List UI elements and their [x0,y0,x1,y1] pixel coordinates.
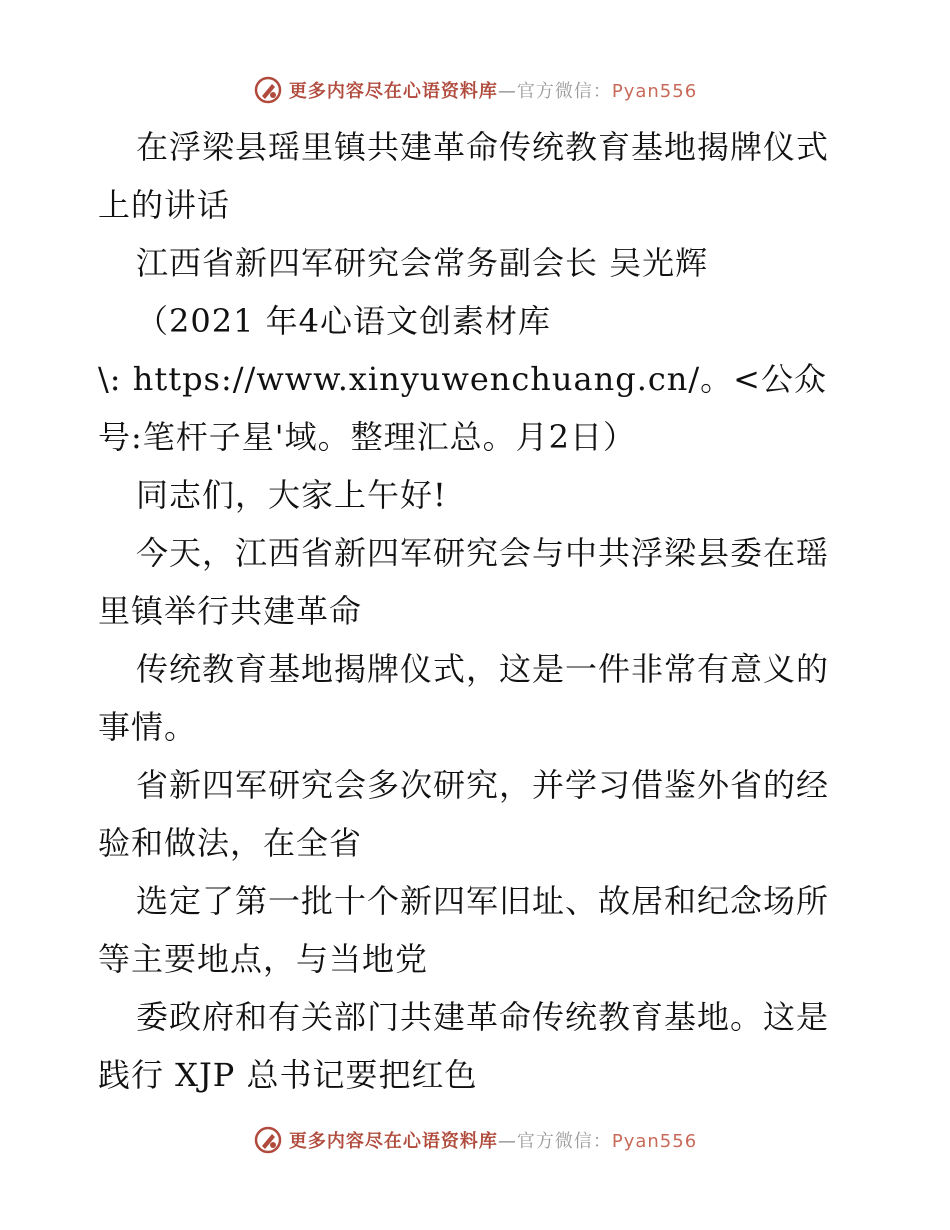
date-line: （2021 年4心语文创素材库 [136,302,551,340]
document-body [98,118,858,1104]
greeting-paragraph: 同志们，大家上午好! [136,476,447,514]
body-paragraph: 传统教育基地揭牌仪式，这是一件非常有意义的事情。 [98,650,830,746]
watermark-brand: 更多内容尽在心语资料库 [288,1131,498,1152]
watermark-wechat-label: 官方微信： [516,81,612,102]
watermark-separator: — [497,1131,517,1152]
watermark-wechat-id: Pyan556 [611,81,698,102]
pen-logo-icon [253,75,283,105]
header-watermark [0,70,950,110]
watermark-text [289,1127,697,1153]
watermark-text [289,77,697,103]
source-line: \: https://www.xinyuwenchuang.cn/。<公众号:笔杆子星'域。整理汇总。月2日） [98,360,827,456]
body-paragraph: 选定了第一批十个新四军旧址、故居和纪念场所等主要地点，与当地党 [98,882,830,978]
watermark-wechat-id: Pyan556 [611,1131,698,1152]
document-title: 在浮梁县瑶里镇共建革命传统教育基地揭牌仪式上的讲话 [98,128,830,224]
watermark-wechat-label: 官方微信： [516,1131,612,1152]
watermark-brand: 更多内容尽在心语资料库 [288,81,498,102]
pen-logo-icon [253,1125,283,1155]
body-paragraph: 省新四军研究会多次研究，并学习借鉴外省的经验和做法，在全省 [98,766,830,862]
speaker-line: 江西省新四军研究会常务副会长 吴光辉 [136,244,709,282]
body-paragraph: 委政府和有关部门共建革命传统教育基地。这是践行 XJP 总书记要把红色 [98,998,830,1094]
footer-watermark [0,1120,950,1160]
body-paragraph: 今天，江西省新四军研究会与中共浮梁县委在瑶里镇举行共建革命 [98,534,830,630]
watermark-separator: — [497,81,517,102]
